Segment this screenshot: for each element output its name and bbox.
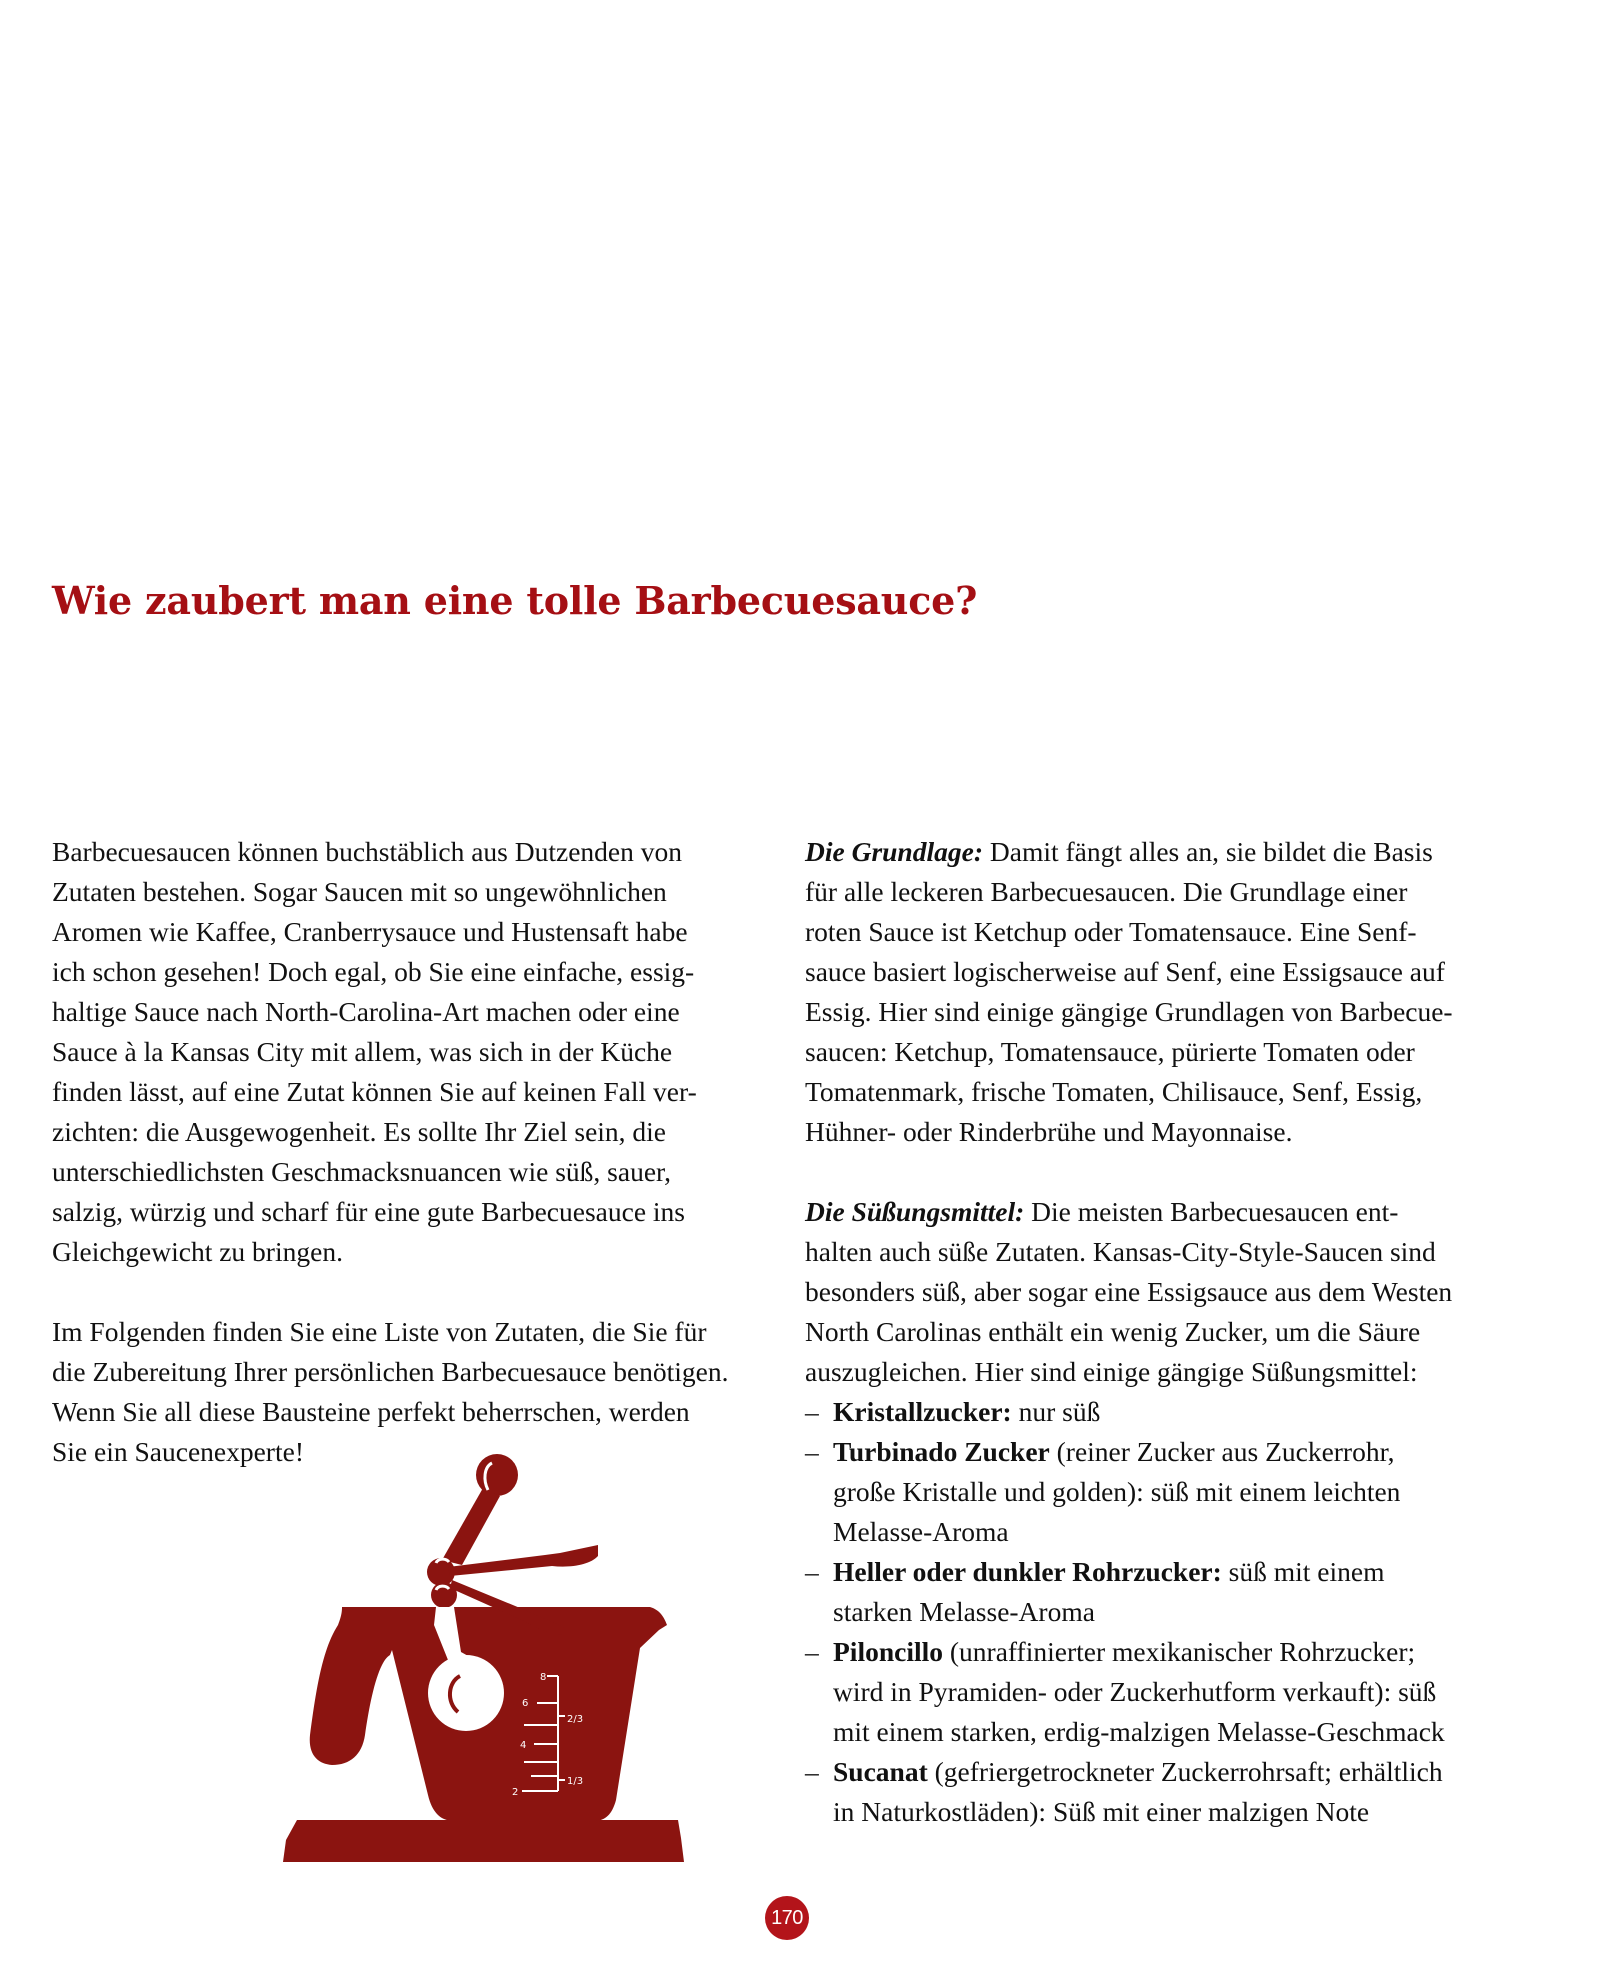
scale-label: 1/3 bbox=[567, 1776, 584, 1787]
list-item-continuation: mit einem starken, erdig-malzigen Melasse-Geschmack bbox=[833, 1716, 1445, 1747]
text-fragment: Damit fängt alles an, sie bildet die Basis bbox=[983, 836, 1433, 867]
list-item-continuation: große Kristalle und golden): süß mit einem leichten bbox=[833, 1476, 1401, 1507]
text-fragment: Die meisten Barbecuesaucen ent- bbox=[1024, 1196, 1399, 1227]
text-line: Zutaten bestehen. Sogar Saucen mit so ungewöhnlichen bbox=[52, 876, 667, 907]
left-column bbox=[52, 832, 772, 1472]
text-line: haltige Sauce nach North-Carolina-Art machen oder eine bbox=[52, 996, 680, 1027]
text-line: finden lässt, auf eine Zutat können Sie auf keinen Fall ver- bbox=[52, 1076, 697, 1107]
text-line: besonders süß, aber sogar eine Essigsauce aus dem Westen bbox=[805, 1276, 1453, 1307]
list-item-continuation: Melasse-Aroma bbox=[833, 1516, 1009, 1547]
text-line: unterschiedlichsten Geschmacksnuancen wie süß, sauer, bbox=[52, 1156, 671, 1187]
section-lead-grundlage: Die Grundlage: bbox=[805, 836, 983, 867]
paragraph-gap bbox=[52, 1272, 772, 1312]
list-item bbox=[805, 1632, 1530, 1752]
list-item bbox=[805, 1552, 1530, 1632]
list-item-first-line bbox=[805, 1552, 1530, 1592]
page-number-badge: 170 bbox=[765, 1896, 809, 1940]
text-line: die Zubereitung Ihrer persönlichen Barbecuesauce benötigen. bbox=[52, 1356, 729, 1387]
page-title: Wie zaubert man eine tolle Barbecuesauce? bbox=[52, 578, 978, 623]
list-item-term: Heller oder dunkler Rohrzucker: bbox=[833, 1556, 1222, 1587]
list-item-term: Sucanat bbox=[833, 1756, 928, 1787]
dash-bullet: – bbox=[805, 1756, 819, 1787]
text-line: sauce basiert logischerweise auf Senf, eine Essigsauce auf bbox=[805, 956, 1445, 987]
grundlage-section bbox=[805, 832, 1530, 1152]
list-item-text: nur süß bbox=[1011, 1396, 1101, 1427]
list-item bbox=[805, 1432, 1530, 1552]
text-line: salzig, würzig und scharf für eine gute Barbecuesauce ins bbox=[52, 1196, 686, 1227]
text-line: roten Sauce ist Ketchup oder Tomatensauce. Eine Senf- bbox=[805, 916, 1417, 947]
text-line bbox=[805, 1192, 1530, 1232]
text-line: North Carolinas enthält ein wenig Zucker, um die Säure bbox=[805, 1316, 1421, 1347]
text-line: Aromen wie Kaffee, Cranberrysauce und Hustensaft habe bbox=[52, 916, 688, 947]
text-line: zichten: die Ausgewogenheit. Es sollte Ihr Ziel sein, die bbox=[52, 1116, 667, 1147]
text-line: Essig. Hier sind einige gängige Grundlagen von Barbecue- bbox=[805, 996, 1453, 1027]
list-item bbox=[805, 1752, 1530, 1832]
text-line: Hühner- oder Rinderbrühe und Mayonnaise. bbox=[805, 1116, 1293, 1147]
text-line: für alle leckeren Barbecuesaucen. Die Grundlage einer bbox=[805, 876, 1408, 907]
list-item-first-line bbox=[805, 1752, 1530, 1792]
list-item-text: süß mit einem bbox=[1221, 1556, 1385, 1587]
text-line: Sie ein Saucenexperte! bbox=[52, 1436, 304, 1467]
right-column bbox=[805, 832, 1530, 1832]
list-item-continuation: wird in Pyramiden- oder Zuckerhutform verkauft): süß bbox=[833, 1676, 1437, 1707]
text-line: saucen: Ketchup, Tomatensauce, pürierte Tomaten oder bbox=[805, 1036, 1415, 1067]
list-item-text: (gefriergetrockneter Zuckerrohrsaft; erhältlich bbox=[927, 1756, 1443, 1787]
list-item-first-line bbox=[805, 1432, 1530, 1472]
text-line: auszugleichen. Hier sind einige gängige Süßungsmittel: bbox=[805, 1356, 1418, 1387]
scale-label: 8 bbox=[540, 1672, 547, 1683]
scale-label: 2 bbox=[512, 1787, 519, 1798]
text-line: Tomatenmark, frische Tomaten, Chilisauce, Senf, Essig, bbox=[805, 1076, 1423, 1107]
text-line: Gleichgewicht zu bringen. bbox=[52, 1236, 343, 1267]
text-line: Im Folgenden finden Sie eine Liste von Zutaten, die Sie für bbox=[52, 1316, 707, 1347]
list-item-term: Kristallzucker: bbox=[833, 1396, 1012, 1427]
text-line: Sauce à la Kansas City mit allem, was sich in der Küche bbox=[52, 1036, 673, 1067]
list-item bbox=[805, 1392, 1530, 1432]
text-line: Wenn Sie all diese Bausteine perfekt beherrschen, werden bbox=[52, 1396, 690, 1427]
list-item-text: (reiner Zucker aus Zuckerrohr, bbox=[1049, 1436, 1395, 1467]
intro-paragraph bbox=[52, 832, 772, 1272]
text-line: ich schon gesehen! Doch egal, ob Sie eine einfache, essig- bbox=[52, 956, 695, 987]
text-line: Barbecuesaucen können buchstäblich aus Dutzenden von bbox=[52, 836, 682, 867]
scale-label: 6 bbox=[522, 1698, 529, 1709]
text-line: halten auch süße Zutaten. Kansas-City-Style-Saucen sind bbox=[805, 1236, 1436, 1267]
scale-label: 4 bbox=[520, 1740, 527, 1751]
list-item-term: Turbinado Zucker bbox=[833, 1436, 1050, 1467]
paragraph-gap bbox=[805, 1152, 1530, 1192]
scale-label: 2/3 bbox=[567, 1714, 584, 1725]
section-lead-suessungsmittel: Die Süßungsmittel: bbox=[805, 1196, 1025, 1227]
dash-bullet: – bbox=[805, 1556, 819, 1587]
dash-bullet: – bbox=[805, 1436, 819, 1467]
text-line bbox=[805, 832, 1530, 872]
dash-bullet: – bbox=[805, 1636, 819, 1667]
list-item-first-line bbox=[805, 1632, 1530, 1672]
list-item-term: Piloncillo bbox=[833, 1636, 943, 1667]
sweetener-list bbox=[805, 1392, 1530, 1832]
measuring-cup-with-spoons-icon bbox=[280, 1440, 690, 1870]
suessungsmittel-section bbox=[805, 1192, 1530, 1392]
dash-bullet: – bbox=[805, 1396, 819, 1427]
list-item-continuation: in Naturkostläden): Süß mit einer malzigen Note bbox=[833, 1796, 1370, 1827]
list-item-continuation: starken Melasse-Aroma bbox=[833, 1596, 1095, 1627]
list-item-first-line bbox=[805, 1392, 1530, 1432]
list-item-text: (unraffinierter mexikanischer Rohrzucker; bbox=[943, 1636, 1416, 1667]
